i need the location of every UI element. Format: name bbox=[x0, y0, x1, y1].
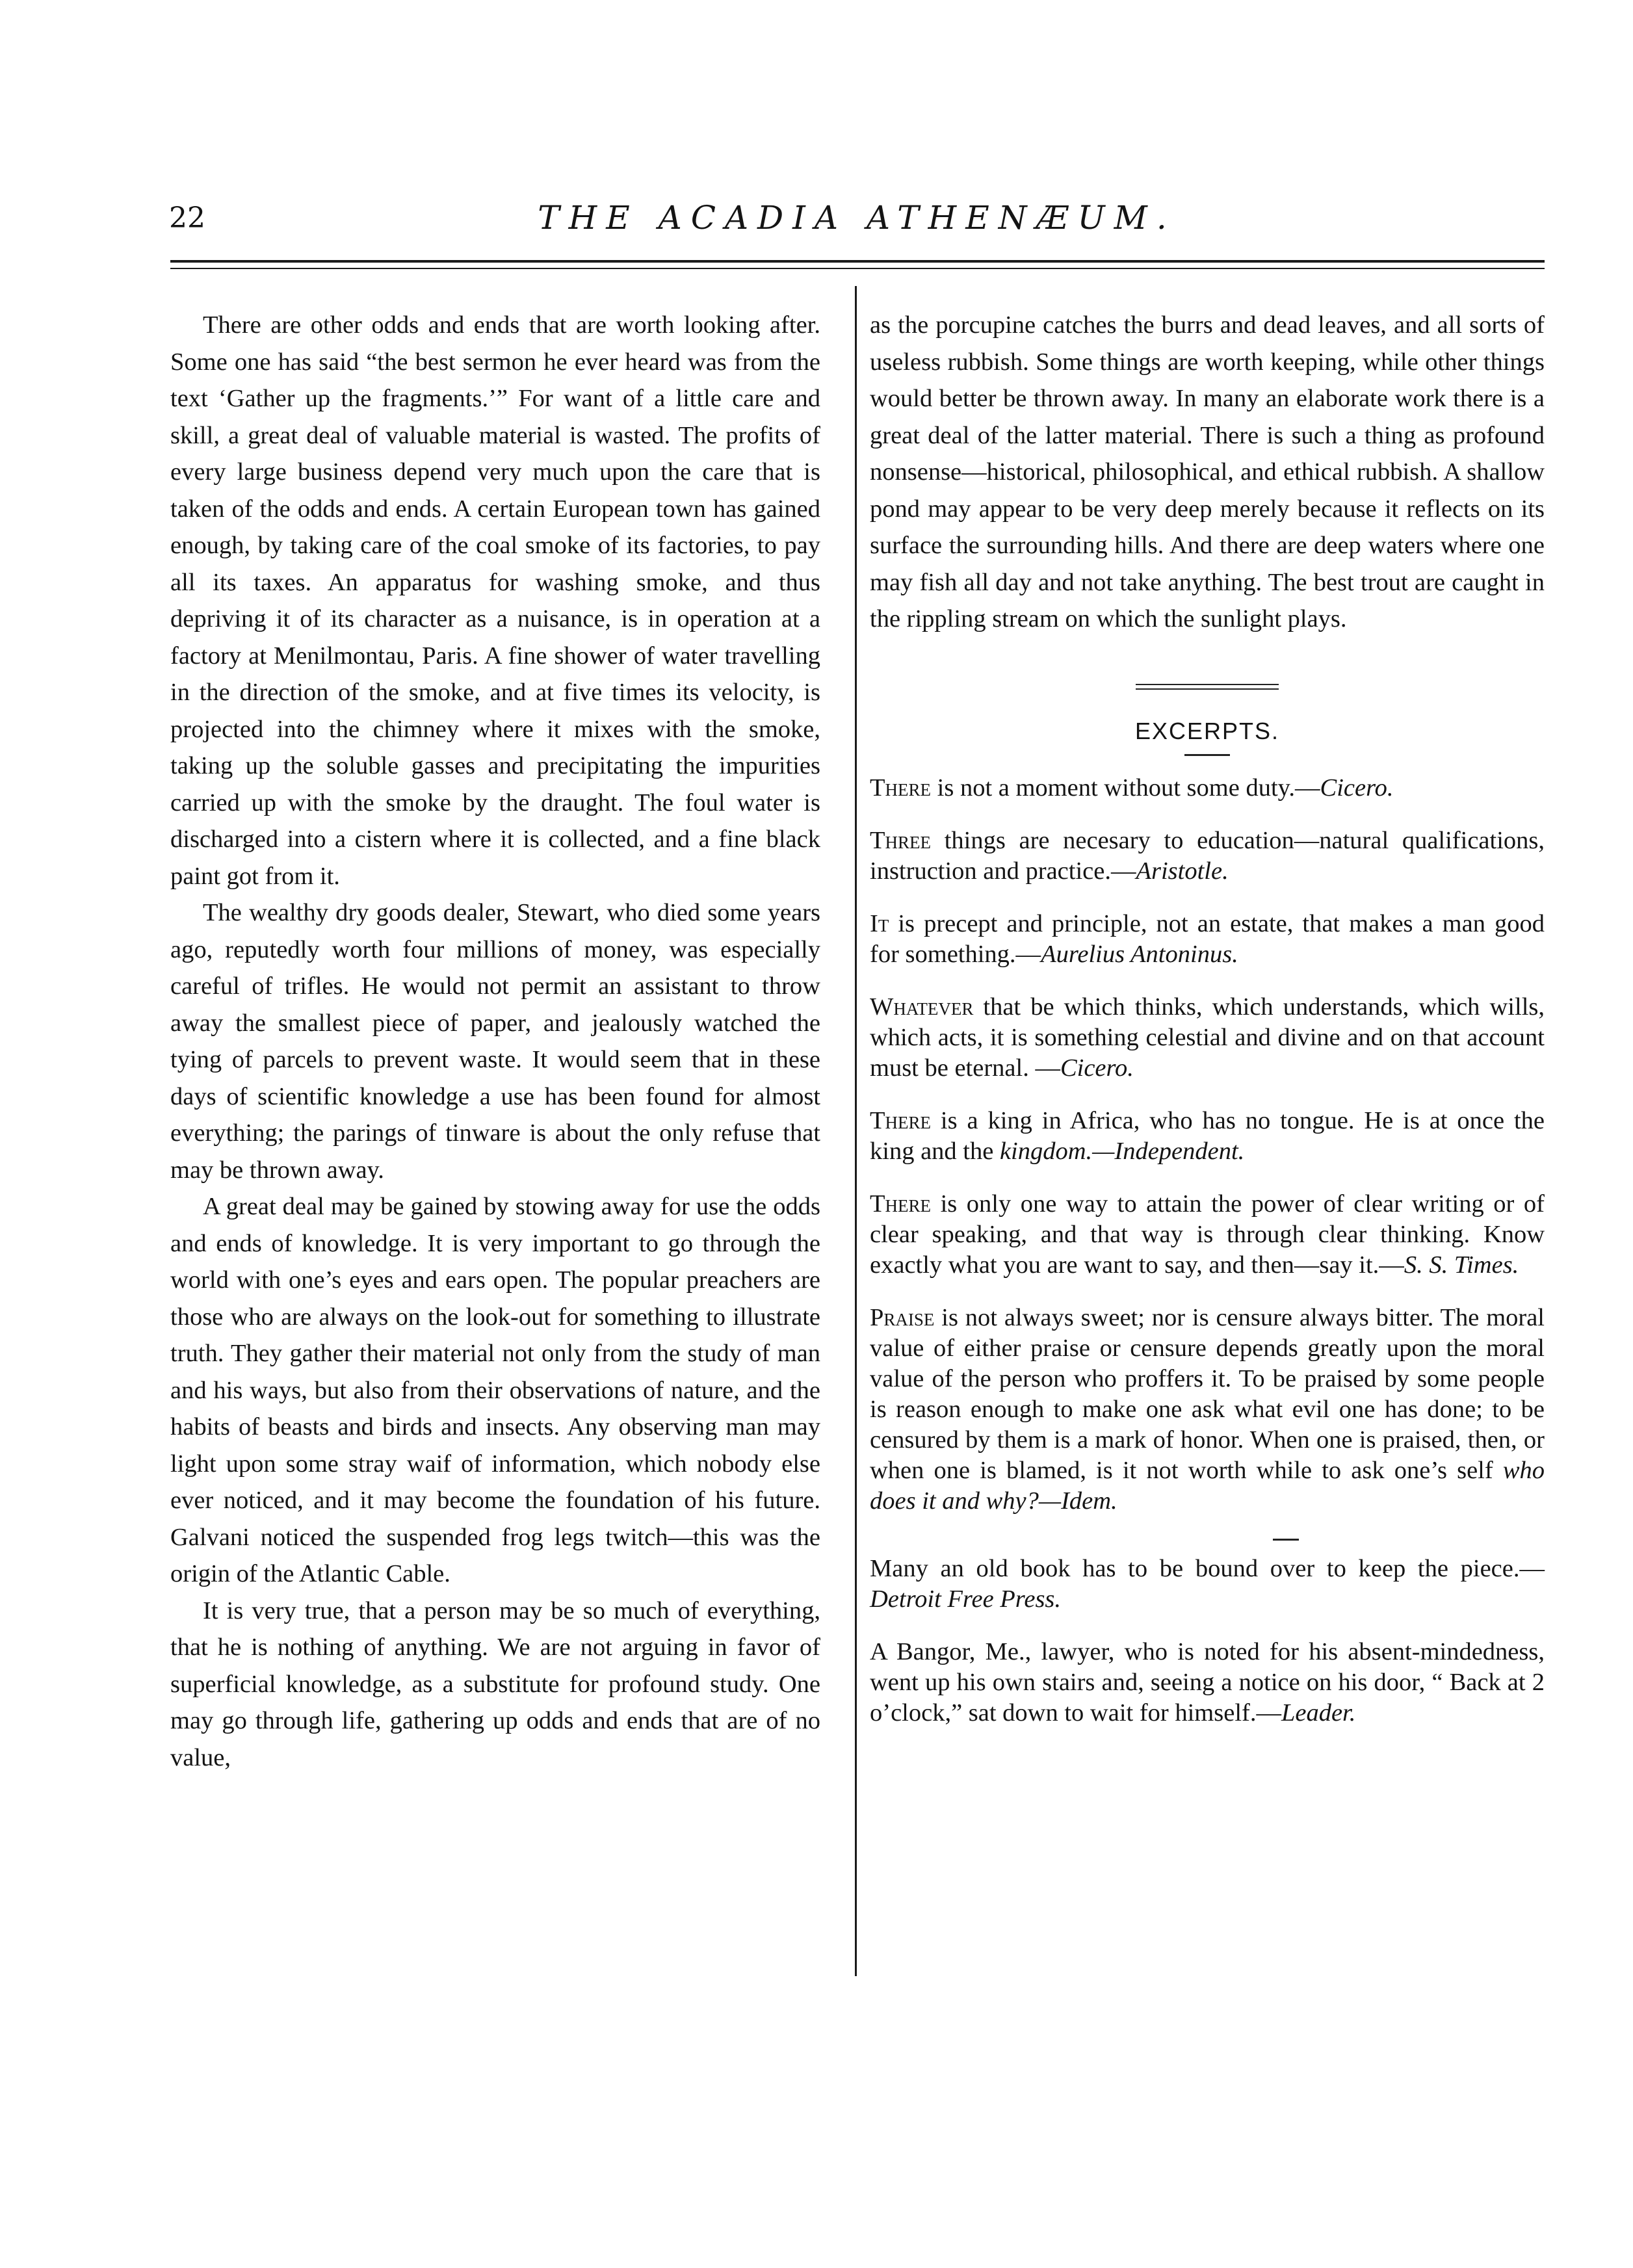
header-rule-top bbox=[170, 260, 1545, 263]
section-title: EXCERPTS. bbox=[1134, 718, 1280, 744]
paragraph: There are other odds and ends that are worth looking after. Some one has said “the best sermon he ever heard was from the text ‘Gather up the fragments.’” For want of a little care and skill, a great deal of valuable material is wasted. The profits of every large business depend very much upon the care that is taken of the odds and ends. A certain European town has gained enough, by taking care of the coal smoke of its factories, to pay all its taxes. An apparatus for washing smoke, and thus depriving it of its character as a nuisance, is in operation at a factory at Menilmontau, Paris. A fine shower of water travelling in the direction of the smoke, and at five times its velocity, is projected into the chimney where it mixes with the smoke, taking up the soluble gasses and precipitating the impurities carried up with the smoke by the draught. The foul water is discharged into a cistern where it is collected, and a fine black paint got from it. bbox=[170, 311, 820, 890]
page-header bbox=[169, 195, 1545, 254]
left-column bbox=[170, 307, 820, 1776]
excerpt-item: Three things are necesary to education—natural qualifications, instruction and practice.—Aristotle. bbox=[870, 826, 1545, 885]
page-number: 22 bbox=[169, 202, 205, 235]
excerpt-item: Many an old book has to be bound over to keep the piece.—Detroit Free Press. bbox=[870, 1554, 1545, 1613]
paragraph: It is very true, that a person may be so much of everything, that he is nothing of anything. We are not arguing in favor of superficial knowledge, as a substitute for profound study. One may go through life, gathering up odds and ends that are of no value, bbox=[170, 1597, 820, 1771]
journal-title: THE ACADIA ATHENÆUM. bbox=[538, 199, 1176, 237]
section-ornament bbox=[870, 664, 1545, 701]
excerpt-item: Whatever that be which thinks, which understands, which wills, which acts, it is something celestial and divine and on that account must be eternal. —Cicero. bbox=[870, 993, 1545, 1082]
excerpt-item: It is precept and principle, not an estate, that makes a man good for something.—Aurelius Antoninus. bbox=[870, 909, 1545, 968]
title-underline bbox=[1184, 754, 1230, 756]
separator-dash bbox=[1273, 1539, 1299, 1541]
right-column bbox=[870, 307, 1545, 1751]
paragraph-continuation: as the porcupine catches the burrs and dead leaves, and all sorts of useless rubbish. Some things are worth keeping, while other things would better be thrown away. In many an elaborate work there is a great deal of the latter material. There is such a thing as profound nonsense—historical, philosophical, and ethical rubbish. A shallow pond may appear to be very deep merely because it reflects on its surface the surrounding hills. And there are deep waters where one may fish all day and not take anything. The best trout are caught in the rippling stream on which the sunlight plays. bbox=[870, 311, 1545, 632]
excerpt-item: There is not a moment without some duty.—Cicero. bbox=[870, 774, 1394, 802]
excerpt-item: There is a king in Africa, who has no tongue. He is at once the king and the kingdom.—Independent. bbox=[870, 1106, 1545, 1165]
paragraph: The wealthy dry goods dealer, Stewart, who died some years ago, reputedly worth four millions of money, was especially careful of trifles. He would not permit an assistant to throw away the smallest piece of paper, and jealously watched the tying of parcels to prevent waste. It would seem that in these days of scientific knowledge a use has been found for almost everything; the parings of tinware is about the only refuse that may be thrown away. bbox=[170, 899, 820, 1184]
excerpt-item: Praise is not always sweet; nor is censure always bitter. The moral value of either praise or censure depends greatly upon the moral value of the person who proffers it. To be praised by some people is reason enough to make one ask what evil one has done; to be censured by them is a mark of honor. When one is praised, then, or when one is blamed, is it not worth while to ask one’s self who does it and why?—Idem. bbox=[870, 1303, 1545, 1515]
paragraph: A great deal may be gained by stowing away for use the odds and ends of knowledge. It is very important to go through the world with one’s eyes and ears open. The popular preachers are those who are always on the look-out for something to illustrate truth. They gather their material not only from the study of man and his ways, but also from their observations of nature, and the habits of beasts and birds and insects. Any observing man may light upon some stray waif of information, which nobody else ever noticed, and it may become the foundation of his future. Galvani noticed the suspended frog legs twitch—this was the origin of the Atlantic Cable. bbox=[170, 1193, 820, 1587]
column-divider bbox=[855, 286, 857, 1976]
excerpt-item: There is only one way to attain the power of clear writing or of clear speaking, and that way is through clear thinking. Know exactly what you are want to say, and then—say it.—S. S. Times. bbox=[870, 1190, 1545, 1279]
header-rule-bottom bbox=[170, 268, 1545, 269]
excerpt-item: A Bangor, Me., lawyer, who is noted for his absent-mindedness, went up his own stairs and, seeing a notice on his door, “ Back at 2 o’clock,” sat down to wait for himself.—Leader. bbox=[870, 1637, 1545, 1727]
